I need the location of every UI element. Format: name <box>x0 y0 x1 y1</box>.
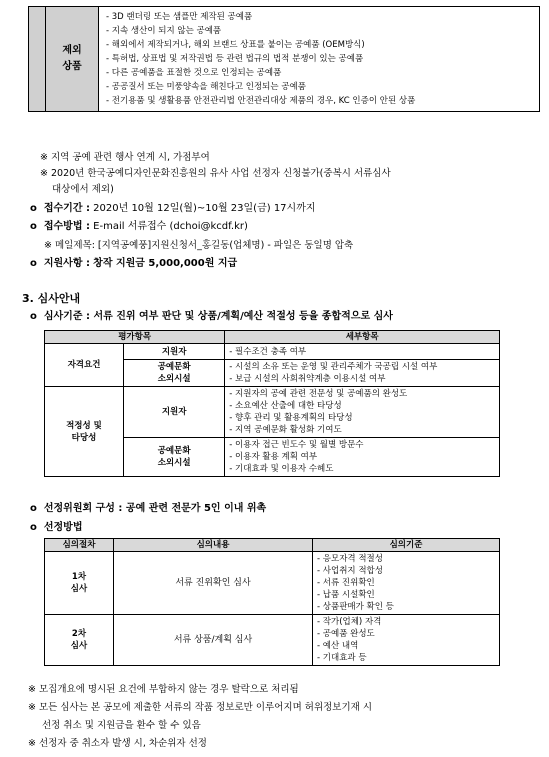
method-value: E-mail 서류접수 (dchoi@kcdf.kr) <box>93 221 248 232</box>
row-label: 지원자 <box>124 344 225 360</box>
reception-period: o 접수기간 : 2020년 10월 12일(월)~10월 23일(금) 17시까지 <box>30 203 316 214</box>
mail-subject-note: ※ 메일제목: [지역공예풍]지원신청서_홍길동(업체명) - 파일은 동일명 압축 <box>44 240 354 251</box>
section-title: 3. 심사안내 <box>22 292 81 305</box>
criteria-table <box>44 330 500 477</box>
stage-content: 서류 상품/계획 심사 <box>114 615 313 666</box>
note-duplicate: ※ 2020년 한국공예디자인문화진흥원의 유사 사업 선정자 신청불가(중복시 서류심사 <box>40 168 391 179</box>
method-label: 접수방법 : <box>43 221 90 232</box>
reception-support: o 지원사항 : 창작 지원금 5,000,000원 지급 <box>30 258 238 269</box>
note-bonus: ※ 지역 공예 관련 행사 연계 시, 가점부여 <box>40 152 210 163</box>
exclusions-side-strip <box>29 7 46 112</box>
method-table <box>44 538 500 666</box>
list-item: - 3D 랜더링 또는 샘플만 제작된 공예품 <box>106 12 253 22</box>
note-duplicate-cont: 대상에서 제외) <box>52 184 114 195</box>
criteria-heading: o 심사기준 : 서류 진위 여부 판단 및 상품/계획/예산 적절성 등을 종합적으로 심사 <box>30 311 393 322</box>
stage-content: 서류 진위확인 심사 <box>114 552 313 615</box>
period-label: 접수기간 : <box>43 203 90 214</box>
group-label: 적정성 및 타당성 <box>45 387 124 477</box>
row-items: - 필수조건 충족 여부 <box>225 344 500 360</box>
row-label: 지원자 <box>124 387 225 438</box>
group-label: 자격요건 <box>45 344 124 387</box>
list-item: - 특허법, 상표법 및 저작권법 등 관련 법규의 법적 분쟁이 있는 공예품 <box>106 54 364 64</box>
exclusions-list <box>100 10 538 108</box>
method-heading: o 선정방법 <box>30 522 83 533</box>
support-label: 지원사항 : <box>43 258 90 269</box>
note-next-rank: ※ 선정자 중 취소자 발생 시, 차순위자 선정 <box>28 738 207 749</box>
stage-criteria: - 작가(업체) 자격 - 공예품 완성도 - 예산 내역 - 기대효과 등 <box>313 615 500 666</box>
reception-method: o 접수방법 : E-mail 서류접수 (dchoi@kcdf.kr) <box>30 221 248 232</box>
list-item: - 해외에서 제작되거나, 해외 브랜드 상표를 붙이는 공예품 (OEM방식) <box>106 40 365 50</box>
period-value: 2020년 10월 12일(월)~10월 23일(금) 17시까지 <box>93 203 316 214</box>
col-header: 심의내용 <box>114 539 313 552</box>
row-items: - 이용자 접근 빈도수 및 월별 방문수 - 이용자 활용 계획 여부 - 기대효과 및 이용자 수혜도 <box>225 438 500 477</box>
list-item: - 지속 생산이 되지 않는 공예품 <box>106 26 222 36</box>
note-false-info: ※ 모든 심사는 본 공모에 제출한 서류의 작품 정보로만 이루어지며 허위정보기재 시 <box>28 702 373 713</box>
support-value: 창작 지원금 5,000,000원 지급 <box>93 258 238 269</box>
col-header: 심의절차 <box>45 539 114 552</box>
col-header: 세부항목 <box>225 331 500 344</box>
stage-label: 1차 심사 <box>45 552 114 615</box>
row-label: 공예문화 소외시설 <box>124 438 225 477</box>
list-item: - 전기용품 및 생활용품 안전관리법 안전관리대상 제품의 경우, KC 인증이 안된 상품 <box>106 96 416 106</box>
stage-criteria: - 응모자격 적절성 - 사업취지 적합성 - 서류 진위확인 - 납품 시설확인 - 상품판매가 확인 등 <box>313 552 500 615</box>
row-items: - 시설의 소유 또는 운영 및 관리주체가 국공립 시설 여부 - 보급 시설의 사회취약계층 이용시설 여부 <box>225 360 500 387</box>
committee-heading: o 선정위원회 구성 : 공예 관련 전문가 5인 이내 위촉 <box>30 503 267 514</box>
row-label: 공예문화 소외시설 <box>124 360 225 387</box>
row-items: - 지원자의 공예 관련 전문성 및 공예품의 완성도 - 소요예산 산출에 대한 타당성 - 향후 관리 및 활용계획의 타당성 - 지역 공예문화 활성화 기여도 <box>225 387 500 438</box>
exclusions-header: 제외 상품 <box>46 7 99 112</box>
list-item: - 다른 공예품을 표절한 것으로 인정되는 공예품 <box>106 68 282 78</box>
exclusions-table <box>28 6 540 112</box>
col-header: 평가항목 <box>45 331 225 344</box>
note-disqualify: ※ 모집개요에 명시된 요건에 부합하지 않는 경우 탈락으로 처리됨 <box>28 684 299 695</box>
list-item: - 공공질서 또는 미풍양속을 해친다고 인정되는 공예품 <box>106 82 306 92</box>
note-false-info-cont: 선정 취소 및 지원금을 환수 할 수 있음 <box>42 720 201 731</box>
col-header: 심의기준 <box>313 539 500 552</box>
stage-label: 2차 심사 <box>45 615 114 666</box>
exclusions-list-cell <box>99 7 540 112</box>
